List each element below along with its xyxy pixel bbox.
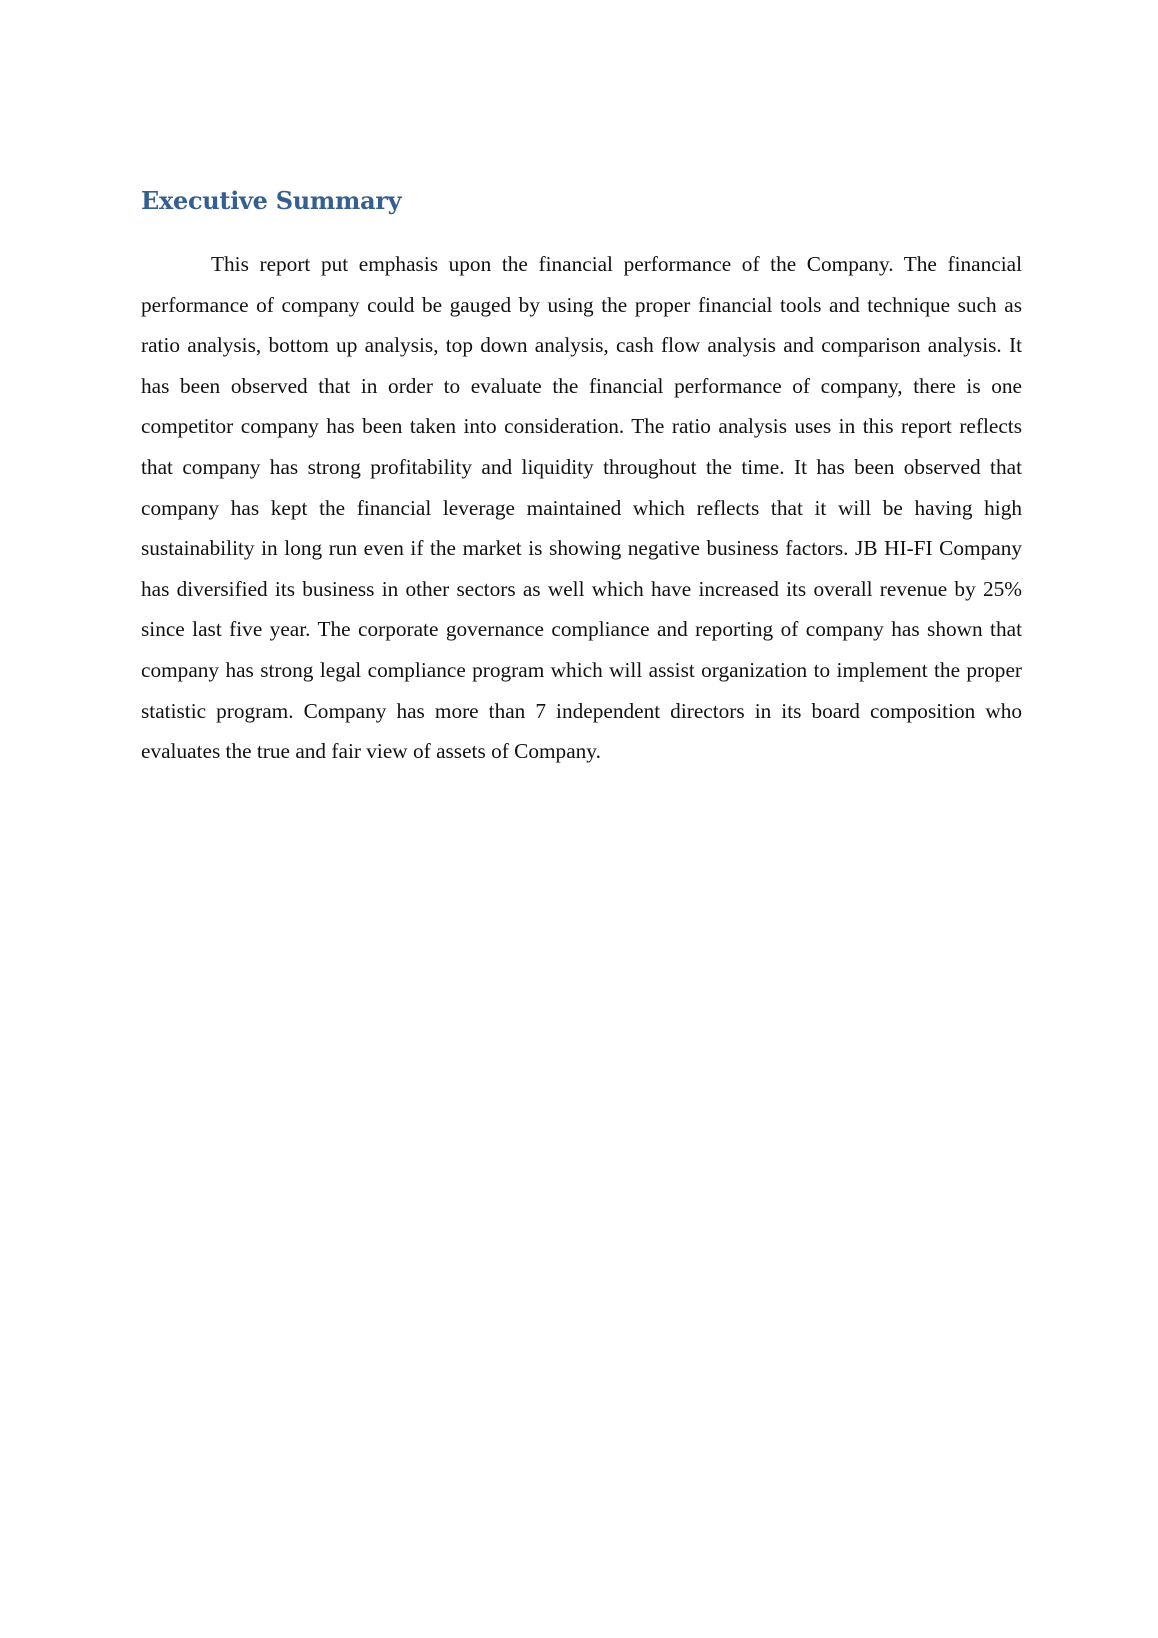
section-heading-executive-summary: Executive Summary [141, 186, 402, 215]
executive-summary-paragraph: This report put emphasis upon the financial performance of the Company. The financial performance of company could be gauged by using the proper financial tools and technique such as ratio analysis, bottom up analysis, top down analysis, cash flow analysis and comparison analysis. It has been observed that in order to evaluate the financial performance of company, there is one competitor company has been taken into consideration. The ratio analysis uses in this report reflects that company has strong profitability and liquidity throughout the time. It has been observed that company has kept the financial leverage maintained which reflects that it will be having high sustainability in long run even if the market is showing negative business factors. JB HI-FI Company has diversified its business in other sectors as well which have increased its overall revenue by 25% since last five year. The corporate governance compliance and reporting of company has shown that company has strong legal compliance program which will assist organization to implement the proper statistic program. Company has more than 7 independent directors in its board composition who evaluates the true and fair view of assets of Company. [141, 252, 1022, 764]
